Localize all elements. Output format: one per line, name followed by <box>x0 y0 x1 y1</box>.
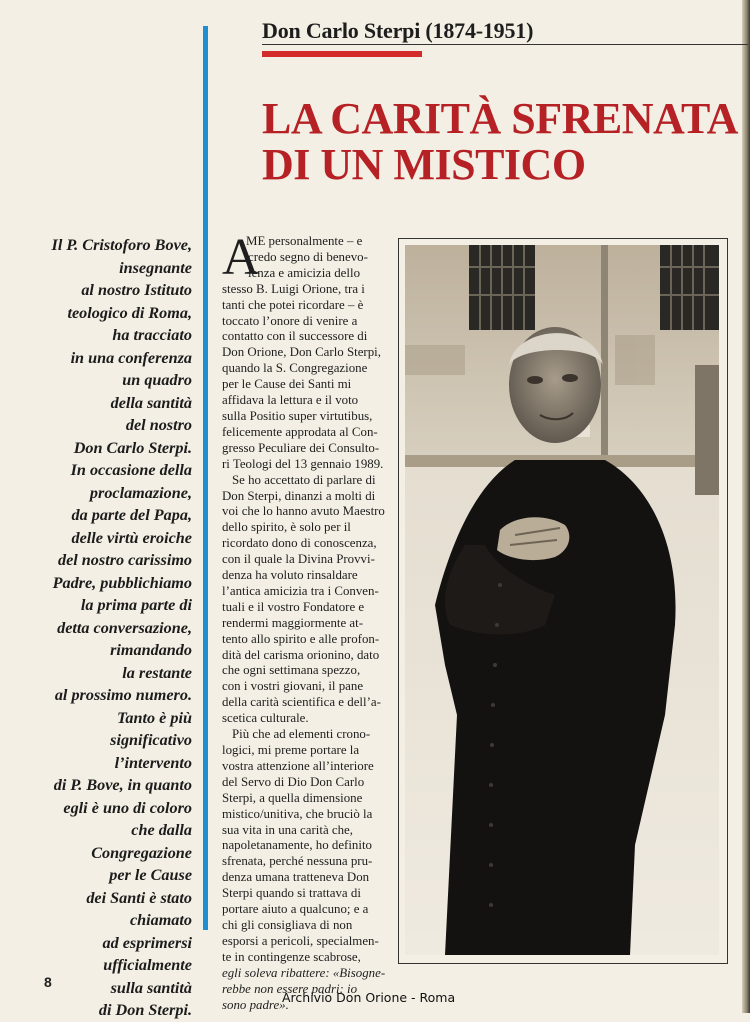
intro-line: Tanto è più <box>117 708 192 727</box>
intro-line: In occasione della <box>70 461 192 479</box>
intro-line: significativo <box>110 731 192 749</box>
body-line: ri Teologi del 13 gennaio 1989. <box>222 456 384 471</box>
intro-line: chiamato <box>129 911 192 929</box>
intro-line: di Don Sterpi. <box>98 1001 192 1019</box>
body-line: per le Cause dei Santi mi <box>222 377 352 392</box>
intro-line: la prima parte di <box>80 596 192 614</box>
body-line: toccato l’onore di venire a <box>222 313 358 328</box>
body-line: mistico/unitiva, che bruciò la <box>222 806 373 821</box>
body-line: con il quale la Divina Provvi- <box>222 552 375 567</box>
body-line: contatto con il successore di <box>222 329 368 344</box>
article-body <box>222 229 386 1013</box>
body-line: esporsi a pericoli, specialmen- <box>222 933 379 948</box>
body-line: tanti che potei ricordare – è <box>222 297 364 312</box>
body-line: Se ho accettato di parlare di <box>232 472 376 487</box>
intro-line: insegnante <box>119 258 192 277</box>
body-line: chi gli consigliava di non <box>222 917 353 932</box>
intro-line: l’intervento <box>114 753 192 772</box>
intro-line: al nostro Istituto <box>81 281 192 299</box>
body-line: l’antica amicizia tra i Conven- <box>222 583 379 598</box>
kicker-underline <box>262 44 748 45</box>
body-line: denza ha voluto rinsaldare <box>222 568 358 583</box>
body-line: sfrenata, perché nessuna pru- <box>222 854 373 869</box>
body-line: logici, mi preme portare la <box>222 743 360 757</box>
body-line: denza umana tratteneva Don <box>222 870 370 885</box>
body-line: tento allo spirito e alle profon- <box>222 631 380 646</box>
barred-window-right <box>660 245 719 330</box>
intro-line: della santità <box>110 393 192 412</box>
intro-line: rimandando <box>110 641 192 659</box>
intro-line: ufficialmente <box>103 956 192 974</box>
body-line: ME personalmente – e <box>246 234 363 248</box>
article-title <box>262 96 742 188</box>
body-line: dità del carisma orionino, dato <box>222 647 380 662</box>
intro-line: delle virtù eroiche <box>71 528 192 547</box>
intro-line: in una conferenza <box>70 348 192 367</box>
intro-line: del nostro carissimo <box>57 551 192 569</box>
body-line: che ogni settimana spezzo, <box>222 663 361 678</box>
intro-line: del nostro <box>125 416 192 434</box>
intro-line: per le Cause <box>109 866 192 884</box>
intro-line: la restante <box>122 663 192 682</box>
body-line: credo segno di benevo- <box>248 249 368 264</box>
body-line: rendermi maggiormente at- <box>222 615 364 630</box>
vertical-blue-rule <box>203 26 208 930</box>
body-line: della carità scientifica e dell’a- <box>222 695 381 710</box>
drop-cap: A <box>222 229 260 286</box>
barred-window-left <box>469 245 535 330</box>
intro-line: da parte del Papa, <box>71 506 192 524</box>
body-line: Sterpi, a quella dimensione <box>222 790 363 805</box>
intro-line: che dalla <box>131 821 192 839</box>
body-line: egli soleva ribattere: «Bisogne- <box>222 965 386 980</box>
intro-line: un quadro <box>122 371 192 389</box>
body-line: felicemente approdata al Con- <box>222 424 378 439</box>
body-line: lenza e amicizia dello <box>248 265 361 280</box>
intro-line: al prossimo numero. <box>54 686 192 704</box>
intro-line: dei Santi è stato <box>86 888 192 907</box>
body-line: affidava la lettura e il voto <box>222 393 359 408</box>
body-line: scetica culturale. <box>222 711 309 726</box>
intro-line: Il P. Cristoforo Bove, <box>51 236 192 254</box>
intro-blurb <box>40 234 192 1022</box>
body-line: sua vita in una carità che, <box>222 822 353 837</box>
kicker-heading: Don Carlo Sterpi (1874-1951) <box>262 18 534 43</box>
intro-line: egli è uno di coloro <box>63 798 192 817</box>
body-line: tuali e il vostro Fondatore e <box>222 599 365 614</box>
body-line: Sterpi quando si trattava di <box>222 886 361 901</box>
body-line: del Servo di Dio Don Carlo <box>222 774 365 789</box>
body-line: con i vostri giovani, il pane <box>222 679 364 694</box>
page-edge-shadow <box>742 0 750 1013</box>
body-line: Don Orione, Don Carlo Sterpi, <box>222 345 381 360</box>
body-line: Più che ad elementi crono- <box>232 727 371 742</box>
intro-line: detta conversazione, <box>57 618 192 637</box>
body-line: dello spirito, è solo per il <box>222 520 351 535</box>
kicker-red-bar <box>262 51 422 57</box>
archive-footer: Archivio Don Orione - Roma <box>282 990 456 1005</box>
body-line: stesso B. Luigi Orione, tra i <box>222 281 365 296</box>
intro-line: di P. Bove, in quanto <box>53 776 192 794</box>
body-line: rebbe non essere padri: io <box>222 981 358 996</box>
photo-don-sterpi <box>405 245 719 955</box>
title-line-2: DI UN MISTICO <box>262 140 586 189</box>
title-line-1: LA CARITÀ SFRENATA <box>262 94 738 143</box>
body-line: napoletanamente, ho definito <box>222 838 372 853</box>
intro-line: sulla santità <box>110 978 192 997</box>
intro-line: ad esprimersi <box>102 933 192 952</box>
body-line: portare aiuto a qualcuno; e a <box>222 902 369 917</box>
intro-line: Padre, pubblichiamo <box>52 573 192 592</box>
body-line: quando la S. Congregazione <box>222 361 368 376</box>
intro-line: teologico di Roma, <box>67 303 192 322</box>
intro-line: proclamazione, <box>89 483 192 502</box>
body-line: Don Sterpi, dinanzi a molti di <box>222 488 376 503</box>
body-line: ricordato dono di conoscenza, <box>222 536 377 551</box>
body-line: gresso Peculiare dei Consulto- <box>222 440 380 455</box>
body-line: sono padre». <box>222 997 289 1012</box>
body-line: sulla Positio super virtutibus, <box>222 408 373 423</box>
intro-line: Don Carlo Sterpi. <box>73 438 192 457</box>
body-line: te in contingenze scabrose, <box>222 949 361 964</box>
intro-line: Congregazione <box>91 843 192 862</box>
page-number: 8 <box>44 974 52 990</box>
body-line: voi che lo hanno avuto Maestro <box>222 504 385 519</box>
intro-line: ha tracciato <box>112 326 192 344</box>
body-line: vostra attenzione all’interiore <box>222 758 374 773</box>
